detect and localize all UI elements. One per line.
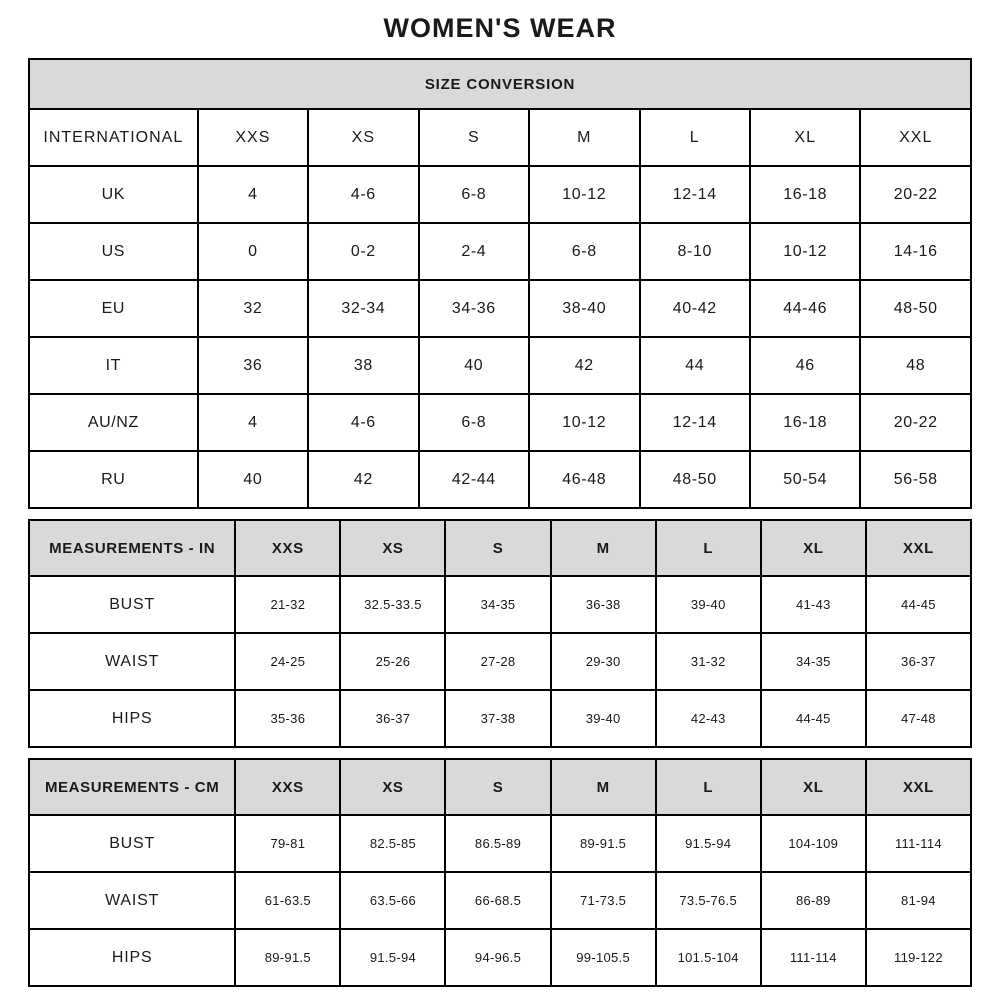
value-cell: 39-40 xyxy=(551,690,656,747)
value-cell: 38-40 xyxy=(529,280,639,337)
value-cell: 10-12 xyxy=(529,394,639,451)
value-cell: 0-2 xyxy=(308,223,418,280)
row-label: EU xyxy=(29,280,198,337)
column-header-row xyxy=(29,759,971,815)
value-cell: 36-38 xyxy=(551,576,656,633)
column-header-cell: XXS xyxy=(198,109,308,166)
value-cell: 0 xyxy=(198,223,308,280)
value-cell: 20-22 xyxy=(860,394,971,451)
value-cell: 44-45 xyxy=(866,576,971,633)
table-row xyxy=(29,576,971,633)
value-cell: 86-89 xyxy=(761,872,866,929)
table-row xyxy=(29,872,971,929)
column-header-cell: INTERNATIONAL xyxy=(29,109,198,166)
value-cell: 119-122 xyxy=(866,929,971,986)
value-cell: 104-109 xyxy=(761,815,866,872)
column-header-cell: XL xyxy=(761,520,866,576)
table-row xyxy=(29,223,971,280)
value-cell: 16-18 xyxy=(750,166,860,223)
row-label: WAIST xyxy=(29,872,235,929)
size-conversion-body xyxy=(29,166,971,508)
value-cell: 40 xyxy=(198,451,308,508)
value-cell: 6-8 xyxy=(419,394,529,451)
table-row xyxy=(29,280,971,337)
column-header-cell: XS xyxy=(308,109,418,166)
value-cell: 32-34 xyxy=(308,280,418,337)
value-cell: 44-46 xyxy=(750,280,860,337)
column-header-cell: XXS xyxy=(235,520,340,576)
value-cell: 86.5-89 xyxy=(445,815,550,872)
value-cell: 61-63.5 xyxy=(235,872,340,929)
value-cell: 20-22 xyxy=(860,166,971,223)
value-cell: 29-30 xyxy=(551,633,656,690)
size-conversion-table xyxy=(28,58,972,509)
value-cell: 39-40 xyxy=(656,576,761,633)
value-cell: 6-8 xyxy=(419,166,529,223)
column-header-cell: XXL xyxy=(860,109,971,166)
value-cell: 56-58 xyxy=(860,451,971,508)
row-label: AU/NZ xyxy=(29,394,198,451)
table-row xyxy=(29,451,971,508)
measurements-cm-body xyxy=(29,815,971,986)
column-header-cell: S xyxy=(445,759,550,815)
value-cell: 21-32 xyxy=(235,576,340,633)
measurements-cm-title: MEASUREMENTS - CM xyxy=(29,759,235,815)
value-cell: 101.5-104 xyxy=(656,929,761,986)
value-cell: 44 xyxy=(640,337,750,394)
value-cell: 10-12 xyxy=(529,166,639,223)
value-cell: 14-16 xyxy=(860,223,971,280)
value-cell: 89-91.5 xyxy=(235,929,340,986)
value-cell: 36-37 xyxy=(340,690,445,747)
table-row xyxy=(29,394,971,451)
column-header-cell: S xyxy=(419,109,529,166)
table-row xyxy=(29,815,971,872)
value-cell: 32.5-33.5 xyxy=(340,576,445,633)
value-cell: 73.5-76.5 xyxy=(656,872,761,929)
table-banner-row xyxy=(29,59,971,109)
column-header-cell: XXS xyxy=(235,759,340,815)
value-cell: 94-96.5 xyxy=(445,929,550,986)
value-cell: 42 xyxy=(308,451,418,508)
column-header-cell: L xyxy=(656,520,761,576)
value-cell: 36-37 xyxy=(866,633,971,690)
table-row xyxy=(29,633,971,690)
column-header-cell: XXL xyxy=(866,759,971,815)
row-label: WAIST xyxy=(29,633,235,690)
value-cell: 4 xyxy=(198,394,308,451)
value-cell: 48-50 xyxy=(860,280,971,337)
value-cell: 27-28 xyxy=(445,633,550,690)
value-cell: 48-50 xyxy=(640,451,750,508)
value-cell: 81-94 xyxy=(866,872,971,929)
value-cell: 34-35 xyxy=(761,633,866,690)
value-cell: 25-26 xyxy=(340,633,445,690)
measurements-cm-table xyxy=(28,758,972,987)
row-label: BUST xyxy=(29,815,235,872)
column-header-cell: XL xyxy=(761,759,866,815)
value-cell: 12-14 xyxy=(640,394,750,451)
column-header-cell: XXL xyxy=(866,520,971,576)
value-cell: 40 xyxy=(419,337,529,394)
value-cell: 40-42 xyxy=(640,280,750,337)
value-cell: 44-45 xyxy=(761,690,866,747)
page-title: WOMEN'S WEAR xyxy=(383,13,617,43)
value-cell: 2-4 xyxy=(419,223,529,280)
value-cell: 12-14 xyxy=(640,166,750,223)
value-cell: 42-44 xyxy=(419,451,529,508)
value-cell: 47-48 xyxy=(866,690,971,747)
value-cell: 91.5-94 xyxy=(340,929,445,986)
row-label: IT xyxy=(29,337,198,394)
value-cell: 6-8 xyxy=(529,223,639,280)
table-row xyxy=(29,337,971,394)
column-header-cell: M xyxy=(529,109,639,166)
value-cell: 89-91.5 xyxy=(551,815,656,872)
value-cell: 42 xyxy=(529,337,639,394)
row-label: RU xyxy=(29,451,198,508)
value-cell: 36 xyxy=(198,337,308,394)
value-cell: 91.5-94 xyxy=(656,815,761,872)
measurements-in-table xyxy=(28,519,972,748)
value-cell: 82.5-85 xyxy=(340,815,445,872)
value-cell: 8-10 xyxy=(640,223,750,280)
row-label: US xyxy=(29,223,198,280)
value-cell: 63.5-66 xyxy=(340,872,445,929)
value-cell: 50-54 xyxy=(750,451,860,508)
value-cell: 35-36 xyxy=(235,690,340,747)
column-header-cell: S xyxy=(445,520,550,576)
measurements-in-title: MEASUREMENTS - IN xyxy=(29,520,235,576)
column-header-cell: M xyxy=(551,759,656,815)
value-cell: 4 xyxy=(198,166,308,223)
value-cell: 16-18 xyxy=(750,394,860,451)
column-header-cell: XS xyxy=(340,520,445,576)
table-row xyxy=(29,166,971,223)
table-row xyxy=(29,929,971,986)
value-cell: 46 xyxy=(750,337,860,394)
column-header-cell: XL xyxy=(750,109,860,166)
measurements-in-body xyxy=(29,576,971,747)
size-conversion-title: SIZE CONVERSION xyxy=(29,59,971,109)
value-cell: 48 xyxy=(860,337,971,394)
value-cell: 37-38 xyxy=(445,690,550,747)
value-cell: 111-114 xyxy=(866,815,971,872)
row-label: HIPS xyxy=(29,690,235,747)
column-header-row xyxy=(29,109,971,166)
value-cell: 79-81 xyxy=(235,815,340,872)
value-cell: 46-48 xyxy=(529,451,639,508)
value-cell: 71-73.5 xyxy=(551,872,656,929)
value-cell: 111-114 xyxy=(761,929,866,986)
value-cell: 24-25 xyxy=(235,633,340,690)
column-header-cell: L xyxy=(656,759,761,815)
value-cell: 4-6 xyxy=(308,394,418,451)
value-cell: 38 xyxy=(308,337,418,394)
row-label: UK xyxy=(29,166,198,223)
value-cell: 66-68.5 xyxy=(445,872,550,929)
value-cell: 32 xyxy=(198,280,308,337)
column-header-cell: L xyxy=(640,109,750,166)
row-label: HIPS xyxy=(29,929,235,986)
column-header-cell: XS xyxy=(340,759,445,815)
value-cell: 4-6 xyxy=(308,166,418,223)
value-cell: 31-32 xyxy=(656,633,761,690)
value-cell: 41-43 xyxy=(761,576,866,633)
row-label: BUST xyxy=(29,576,235,633)
column-header-row xyxy=(29,520,971,576)
value-cell: 10-12 xyxy=(750,223,860,280)
column-header-cell: M xyxy=(551,520,656,576)
value-cell: 34-35 xyxy=(445,576,550,633)
value-cell: 99-105.5 xyxy=(551,929,656,986)
value-cell: 42-43 xyxy=(656,690,761,747)
value-cell: 34-36 xyxy=(419,280,529,337)
table-row xyxy=(29,690,971,747)
